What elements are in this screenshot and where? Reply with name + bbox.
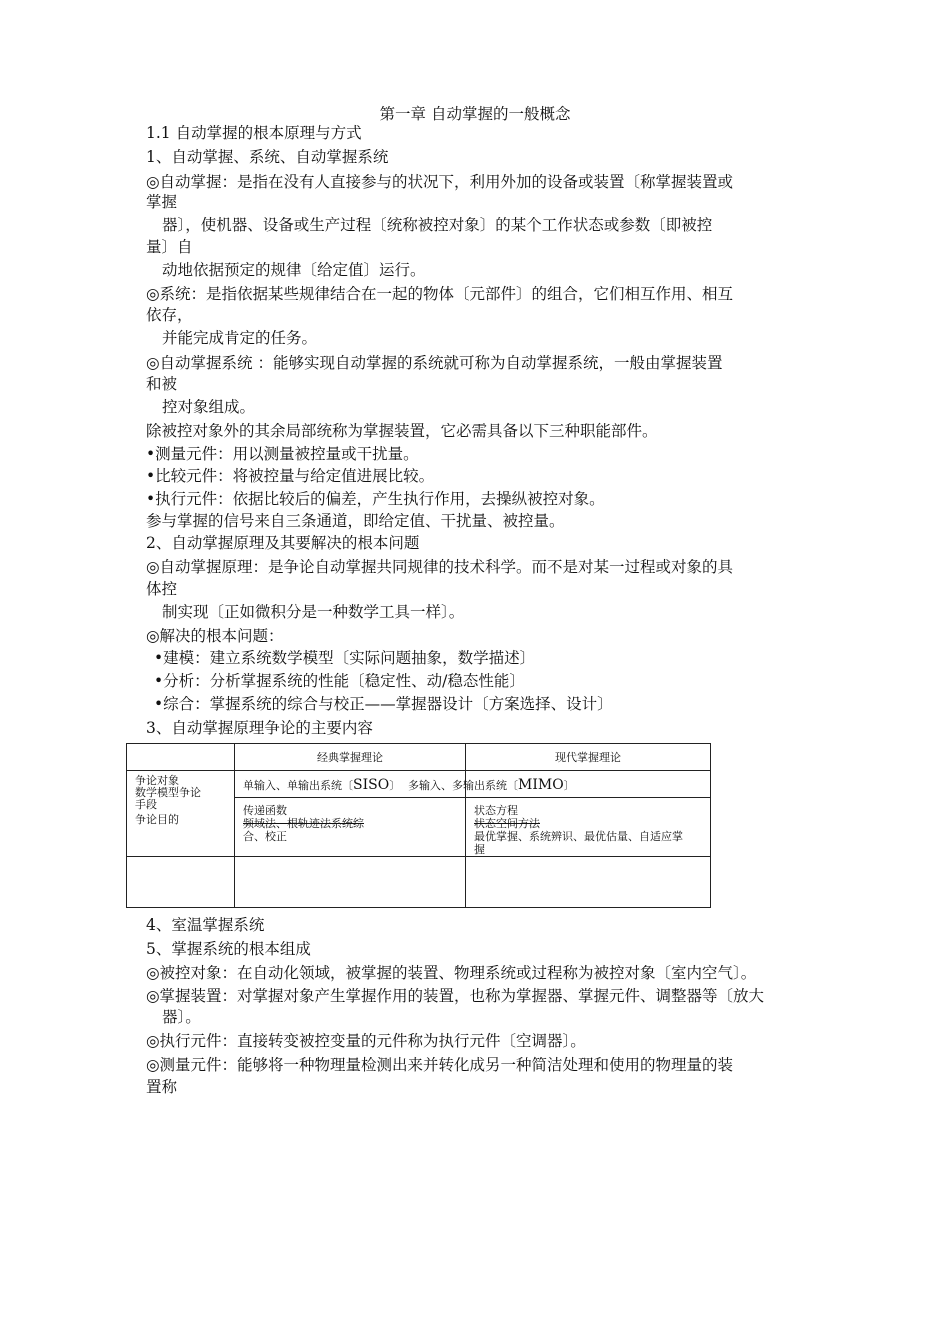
paragraph-line: 动地依据预定的规律〔给定值〕运行。 [162, 261, 426, 279]
paragraph-line: ◎自动掌握系统 ：能够实现自动掌握的系统就可称为自动掌握系统，一般由掌握装置 [146, 354, 723, 372]
cell-text: 状态空间方法 [474, 817, 540, 830]
row-label: 争论目的 [135, 813, 179, 826]
paragraph-line: 控对象组成。 [162, 398, 256, 416]
table-cell [235, 857, 466, 908]
cell-text: 传递函数 [243, 804, 287, 817]
paragraph-line: 参与掌握的信号来自三条通道，即给定值、干扰量、被控量。 [146, 512, 565, 530]
paragraph-line: ◎掌握装置：对掌握对象产生掌握作用的装置，也称为掌握器、掌握元件、调整器等〔放大 [146, 987, 765, 1005]
paragraph-line: 置称 [146, 1078, 178, 1096]
paragraph-line: ◎测量元件：能够将一种物理量检测出来并转化成另一种简洁处理和使用的物理量的装 [146, 1056, 734, 1074]
cell-text: 合、校正 [243, 830, 287, 843]
subsection-heading: 4、室温掌握系统 [146, 916, 265, 934]
cell-text: 频域法、根轨迹法系统综 [243, 817, 364, 830]
table-cell [235, 798, 466, 857]
paragraph-line: ◎自动掌握：是指在没有人直接参与的状况下，利用外加的设备或装置〔称掌握装置或 [146, 173, 734, 191]
table-header-cell [127, 744, 235, 771]
cell-text: 状态方程 [474, 804, 518, 817]
paragraph-line: 制实现〔正如微积分是一种数学工具一样〕。 [162, 603, 465, 621]
paragraph-line: 体控 [146, 580, 178, 598]
paragraph-line: 器〕。 [162, 1008, 201, 1026]
bullet-item: •分析：分析掌握系统的性能〔稳定性、动/稳态性能〕 [154, 672, 525, 690]
row-label: 争论对象 [135, 774, 179, 787]
subsection-heading: 2、自动掌握原理及其要解决的根本问题 [146, 534, 420, 552]
paragraph-line: ◎解决的根本问题： [146, 627, 284, 645]
cell-text: 单输入、单输出系统〔 [243, 779, 353, 792]
cell-text: 最优掌握、系统辨识、最优估量、自适应掌 [474, 830, 683, 843]
table-header-row [127, 744, 711, 771]
bullet-item: •比较元件：将被控量与给定值进展比较。 [146, 467, 435, 485]
subsection-heading: 1、自动掌握、系统、自动掌握系统 [146, 148, 389, 166]
cell-text: 〕 [389, 779, 401, 792]
bullet-item: •建模：建立系统数学模型〔实际问题抽象，数学描述〕 [154, 649, 536, 667]
table-cell [466, 857, 711, 908]
modern-object-text [408, 775, 575, 796]
paragraph-line: ◎执行元件：直接转变被控变量的元件称为执行元件〔空调器〕。 [146, 1032, 586, 1050]
paragraph-line: 和被 [146, 375, 178, 393]
paragraph-line: 除被控对象外的其余局部统称为掌握装置，它必需具备以下三种职能部件。 [146, 422, 658, 440]
bullet-item: •执行元件：依据比较后的偏差，产生执行作用，去操纵被控对象。 [146, 490, 605, 508]
paragraph-line: 量〕自 [146, 238, 193, 256]
table-header-cell: 现代掌握理论 [466, 744, 711, 771]
paragraph-line: ◎被控对象：在自动化领域，被掌握的装置、物理系统或过程称为被控对象〔室内空气〕。 [146, 964, 757, 982]
cell-text: SISO [353, 777, 390, 793]
table-row [127, 857, 711, 908]
cell-text: 多输入、多输出系统〔 [408, 779, 518, 792]
paragraph-line: 掌握 [146, 193, 178, 211]
table-header-cell: 经典掌握理论 [235, 744, 466, 771]
subsection-heading: 5、掌握系统的根本组成 [146, 940, 311, 958]
paragraph-line: 依存， [146, 306, 193, 324]
cell-text: 〕 [563, 779, 575, 792]
bullet-item: •综合：掌握系统的综合与校正——掌握器设计〔方案选择、设计〕 [154, 695, 613, 713]
row-label-cell [127, 771, 235, 857]
table-cell [127, 857, 235, 908]
paragraph-line: 器〕，使机器、设备或生产过程〔统称被控对象〕的某个工作状态或参数〔即被控 [162, 216, 713, 234]
cell-text: 握 [474, 843, 485, 856]
table-cell [466, 798, 711, 857]
bullet-item: •测量元件：用以测量被控量或干扰量。 [146, 445, 419, 463]
cell-text: MIMO [518, 777, 564, 793]
row-label: 手段 [135, 798, 157, 811]
paragraph-line: ◎自动掌握原理：是争论自动掌握共同规律的技术科学。而不是对某一过程或对象的具 [146, 558, 734, 576]
chapter-title: 第一章 自动掌握的一般概念 [379, 105, 571, 123]
row-label: 数学模型争论 [135, 786, 201, 799]
paragraph-line: 并能完成肯定的任务。 [162, 329, 318, 347]
subsection-heading: 3、自动掌握原理争论的主要内容 [146, 719, 373, 737]
section-heading: 1.1 自动掌握的根本原理与方式 [146, 124, 362, 142]
paragraph-line: ◎系统：是指依据某些规律结合在一起的物体〔元部件〕的组合，它们相互作用、相互 [146, 285, 734, 303]
comparison-table [126, 743, 711, 908]
